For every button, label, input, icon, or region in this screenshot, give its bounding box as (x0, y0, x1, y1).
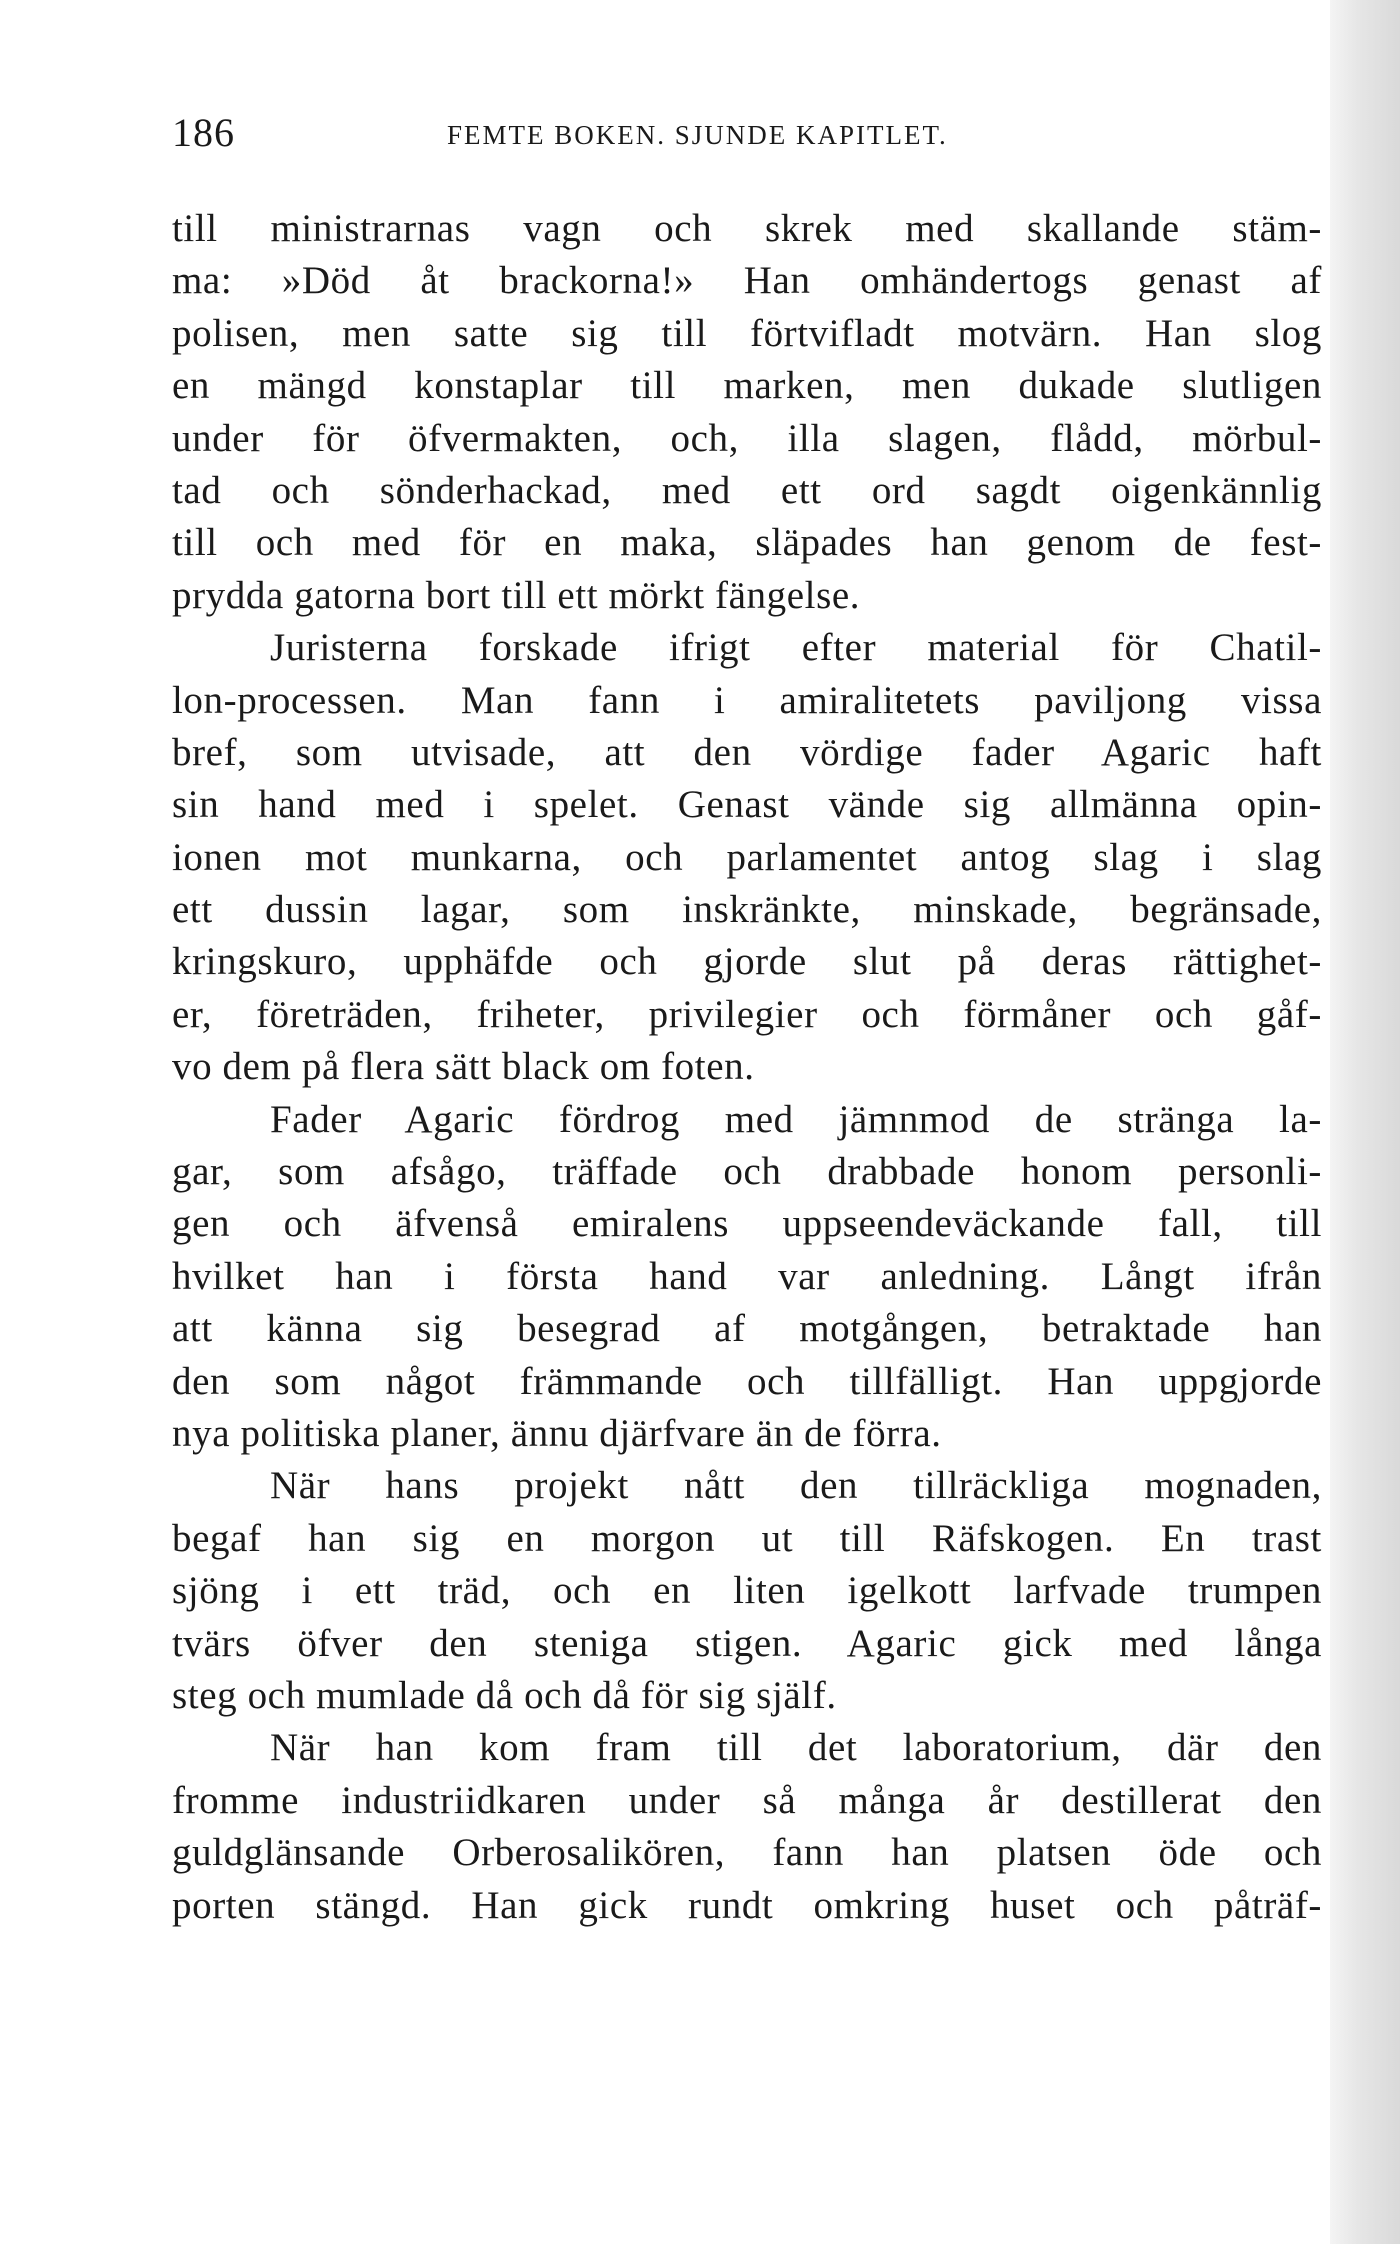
text-line: vo dem på flera sätt black om foten. (172, 1045, 755, 1089)
text-line: under för öfvermakten, och, illa slagen, flådd, mörbul- (172, 416, 1322, 460)
text-line: tad och sönderhackad, med ett ord sagdt oigenkännlig (172, 468, 1322, 512)
text-line: fromme industriidkaren under så många år destillerat den (172, 1778, 1322, 1822)
paragraph-start-line: När han kom fram till det laboratorium, där den (270, 1726, 1322, 1770)
text-line: ma: »Död åt brackorna!» Han omhändertogs genast af (172, 259, 1322, 303)
text-line: er, företräden, friheter, privilegier och förmåner och gåf- (172, 992, 1322, 1036)
running-title: FEMTE BOKEN. SJUNDE KAPITLET. (447, 120, 948, 150)
text-line: till ministrarnas vagn och skrek med skallande stäm- (172, 207, 1322, 250)
text-line: porten stängd. Han gick rundt omkring huset och påträf- (172, 1883, 1322, 1927)
paragraph-start-line: Juristerna forskade ifrigt efter material för Chatil- (270, 626, 1322, 670)
text-line: sin hand med i spelet. Genast vände sig allmänna opin- (172, 783, 1322, 827)
text-line: sjöng i ett träd, och en liten igelkott larfvade trumpen (172, 1569, 1322, 1613)
text-line: att känna sig besegrad af motgången, betraktade han (172, 1307, 1322, 1351)
text-line: nya politiska planer, ännu djärfvare än de förra. (172, 1411, 942, 1455)
page-number: 186 (172, 110, 235, 155)
text-line: gar, som afsågo, träffade och drabbade honom personli- (172, 1150, 1322, 1194)
text-line: kringskuro, upphäfde och gjorde slut på deras rättighet- (172, 940, 1322, 984)
text-line: polisen, men satte sig till förtvifladt motvärn. Han slog (172, 311, 1322, 355)
text-line: ionen mot munkarna, och parlamentet antog slag i slag (172, 835, 1322, 879)
text-line: begaf han sig en morgon ut till Räfskogen. En trast (172, 1516, 1322, 1560)
text-line: till och med för en maka, släpades han genom de fest- (172, 521, 1322, 565)
paragraph-start-line: När hans projekt nått den tillräckliga mognaden, (270, 1464, 1322, 1508)
running-header (172, 108, 1322, 158)
paragraph-start-line: Fader Agaric fördrog med jämnmod de stränga la- (270, 1097, 1322, 1141)
text-line: hvilket han i första hand var anledning. Långt ifrån (172, 1254, 1322, 1298)
text-line: tvärs öfver den steniga stigen. Agaric gick med långa (172, 1621, 1322, 1665)
text-line: den som något främmande och tillfälligt. Han uppgjorde (172, 1359, 1322, 1403)
text-line: ett dussin lagar, som inskränkte, minskade, begränsade, (172, 888, 1322, 932)
text-line: gen och äfvenså emiralens uppseendeväckande fall, till (172, 1202, 1322, 1246)
body-text (172, 203, 1322, 1932)
text-line: lon-processen. Man fann i amiralitetets paviljong vissa (172, 678, 1322, 722)
text-line: en mängd konstaplar till marken, men dukade slutligen (172, 364, 1322, 408)
text-line: steg och mumlade då och då för sig själf. (172, 1673, 837, 1717)
page-edge-shadow (1330, 0, 1400, 2244)
text-line: guldglänsande Orberosalikören, fann han platsen öde och (172, 1831, 1322, 1875)
text-line: bref, som utvisade, att den vördige fader Agaric haft (172, 730, 1322, 774)
text-line: prydda gatorna bort till ett mörkt fängelse. (172, 573, 861, 617)
